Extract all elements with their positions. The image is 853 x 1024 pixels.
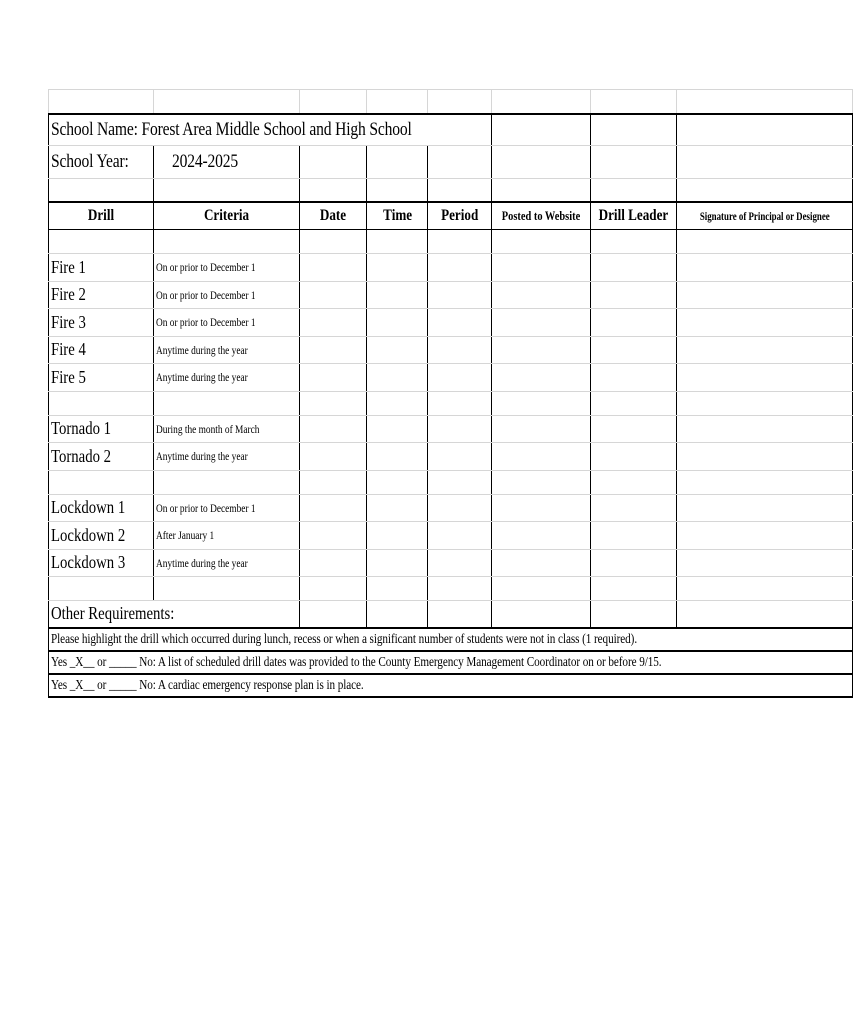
cell-empty <box>676 230 853 254</box>
signature-cell[interactable] <box>676 254 853 282</box>
drill-name-cell: Lockdown 3 <box>49 549 154 577</box>
leader-cell[interactable] <box>590 254 676 282</box>
table-row <box>49 522 853 550</box>
cell-empty <box>300 146 367 179</box>
cell-empty <box>366 146 427 179</box>
cell-empty <box>300 577 367 601</box>
leader-cell[interactable] <box>590 309 676 337</box>
cell-empty <box>676 146 853 179</box>
criteria-cell: Anytime during the year <box>154 364 300 392</box>
signature-cell[interactable] <box>676 522 853 550</box>
cell-empty <box>300 601 367 628</box>
cell-empty <box>428 391 492 415</box>
posted-cell[interactable] <box>491 364 590 392</box>
cell-empty <box>49 577 154 601</box>
header-date: Date <box>300 202 367 230</box>
date-cell[interactable] <box>300 254 367 282</box>
criteria-cell: On or prior to December 1 <box>154 494 300 522</box>
cell-empty <box>428 146 492 179</box>
other-requirements-cell <box>49 601 300 628</box>
time-cell[interactable] <box>366 415 427 443</box>
cell-empty <box>300 90 367 114</box>
posted-cell[interactable] <box>491 494 590 522</box>
date-cell[interactable] <box>300 336 367 364</box>
cell-empty <box>590 179 676 202</box>
posted-cell[interactable] <box>491 522 590 550</box>
cell-empty <box>491 391 590 415</box>
time-cell[interactable] <box>366 522 427 550</box>
cell-empty <box>491 230 590 254</box>
cell-empty <box>491 601 590 628</box>
criteria-cell: Anytime during the year <box>154 549 300 577</box>
cell-empty <box>428 470 492 494</box>
cell-empty <box>428 90 492 114</box>
requirement-row <box>49 651 853 674</box>
cell-empty <box>676 391 853 415</box>
posted-cell[interactable] <box>491 443 590 471</box>
leader-cell[interactable] <box>590 522 676 550</box>
other-requirements-label: Other Requirements: <box>51 603 175 624</box>
leader-cell[interactable] <box>590 336 676 364</box>
cell-empty <box>154 179 300 202</box>
cell-empty <box>366 90 427 114</box>
drill-name-cell: Tornado 1 <box>49 415 154 443</box>
date-cell[interactable] <box>300 549 367 577</box>
period-cell[interactable] <box>428 415 492 443</box>
cell-empty <box>366 391 427 415</box>
signature-cell[interactable] <box>676 549 853 577</box>
signature-cell[interactable] <box>676 364 853 392</box>
criteria-cell: After January 1 <box>154 522 300 550</box>
school-name-cell <box>49 114 492 146</box>
time-cell[interactable] <box>366 281 427 309</box>
drill-name-cell: Fire 4 <box>49 336 154 364</box>
cell-empty <box>428 601 492 628</box>
period-cell[interactable] <box>428 254 492 282</box>
cell-empty <box>49 90 154 114</box>
cell-empty <box>49 470 154 494</box>
date-cell[interactable] <box>300 522 367 550</box>
cell-empty <box>676 114 853 146</box>
requirement-drill-dates-text: Yes _X__ or _____ No: A list of scheduled drill dates was provided to the County Emergency Management Coordinator on or before 9/15. <box>51 655 662 670</box>
signature-cell[interactable] <box>676 309 853 337</box>
school-year-value: 2024-2025 <box>172 151 239 172</box>
cell-empty <box>590 114 676 146</box>
cell-empty <box>300 230 367 254</box>
cell-empty <box>49 391 154 415</box>
cell-empty <box>590 577 676 601</box>
posted-cell[interactable] <box>491 309 590 337</box>
signature-cell[interactable] <box>676 281 853 309</box>
drill-name-cell: Lockdown 1 <box>49 494 154 522</box>
criteria-cell: Anytime during the year <box>154 336 300 364</box>
school-year-label-cell <box>49 146 154 179</box>
header-time: Time <box>366 202 427 230</box>
leader-cell[interactable] <box>590 443 676 471</box>
drill-name-cell: Fire 5 <box>49 364 154 392</box>
date-cell[interactable] <box>300 281 367 309</box>
cell-empty <box>590 391 676 415</box>
cell-empty <box>366 470 427 494</box>
header-signature: Signature of Principal or Designee <box>676 202 853 230</box>
requirement-highlight-text: Please highlight the drill which occurred during lunch, recess or when a significant number of students were not in class (1 required). <box>51 632 638 647</box>
cell-empty <box>590 146 676 179</box>
cell-empty <box>428 577 492 601</box>
requirement-cardiac-plan-text: Yes _X__ or _____ No: A cardiac emergency response plan is in place. <box>51 678 364 693</box>
cell-empty <box>300 470 367 494</box>
table-row <box>49 443 853 471</box>
leader-cell[interactable] <box>590 549 676 577</box>
school-name-line: School Name: Forest Area Middle School and High School <box>51 118 412 140</box>
period-cell[interactable] <box>428 494 492 522</box>
requirement-row <box>49 628 853 651</box>
cell-empty <box>676 601 853 628</box>
table-row <box>49 281 853 309</box>
table-row <box>49 309 853 337</box>
leader-cell[interactable] <box>590 281 676 309</box>
period-cell[interactable] <box>428 281 492 309</box>
cell-empty <box>366 230 427 254</box>
cell-empty <box>676 470 853 494</box>
cell-empty <box>366 601 427 628</box>
cell-empty <box>154 230 300 254</box>
period-cell[interactable] <box>428 549 492 577</box>
signature-cell[interactable] <box>676 415 853 443</box>
date-cell[interactable] <box>300 364 367 392</box>
table-row <box>49 254 853 282</box>
cell-empty <box>491 470 590 494</box>
cell-empty <box>154 470 300 494</box>
time-cell[interactable] <box>366 443 427 471</box>
drill-log-table <box>48 89 853 698</box>
period-cell[interactable] <box>428 309 492 337</box>
table-row <box>49 336 853 364</box>
posted-cell[interactable] <box>491 254 590 282</box>
cell-empty <box>154 90 300 114</box>
time-cell[interactable] <box>366 549 427 577</box>
cell-empty <box>491 114 590 146</box>
signature-cell[interactable] <box>676 443 853 471</box>
period-cell[interactable] <box>428 443 492 471</box>
leader-cell[interactable] <box>590 494 676 522</box>
cell-empty <box>49 179 154 202</box>
posted-cell[interactable] <box>491 549 590 577</box>
requirement-row <box>49 674 853 697</box>
time-cell[interactable] <box>366 494 427 522</box>
cell-empty <box>491 577 590 601</box>
cell-empty <box>154 391 300 415</box>
period-cell[interactable] <box>428 364 492 392</box>
criteria-cell: On or prior to December 1 <box>154 254 300 282</box>
time-cell[interactable] <box>366 309 427 337</box>
drill-name-cell: Lockdown 2 <box>49 522 154 550</box>
time-cell[interactable] <box>366 336 427 364</box>
cell-empty <box>590 601 676 628</box>
criteria-cell: Anytime during the year <box>154 443 300 471</box>
header-leader: Drill Leader <box>590 202 676 230</box>
cell-empty <box>428 230 492 254</box>
cell-empty <box>590 90 676 114</box>
drill-name-cell: Fire 2 <box>49 281 154 309</box>
leader-cell[interactable] <box>590 415 676 443</box>
signature-cell[interactable] <box>676 336 853 364</box>
cell-empty <box>676 179 853 202</box>
cell-empty <box>49 230 154 254</box>
drill-name-cell: Fire 1 <box>49 254 154 282</box>
cell-empty <box>366 577 427 601</box>
period-cell[interactable] <box>428 336 492 364</box>
posted-cell[interactable] <box>491 415 590 443</box>
school-year-value-cell <box>154 146 300 179</box>
date-cell[interactable] <box>300 309 367 337</box>
cell-empty <box>676 90 853 114</box>
signature-cell[interactable] <box>676 494 853 522</box>
header-criteria: Criteria <box>154 202 300 230</box>
cell-empty <box>300 391 367 415</box>
time-cell[interactable] <box>366 254 427 282</box>
school-year-label: School Year: <box>51 151 129 172</box>
posted-cell[interactable] <box>491 336 590 364</box>
date-cell[interactable] <box>300 494 367 522</box>
cell-empty <box>491 146 590 179</box>
cell-empty <box>366 179 427 202</box>
cell-empty <box>590 470 676 494</box>
header-period: Period <box>428 202 492 230</box>
cell-empty <box>154 577 300 601</box>
table-row <box>49 549 853 577</box>
cell-empty <box>676 577 853 601</box>
cell-empty <box>590 230 676 254</box>
header-posted: Posted to Website <box>491 202 590 230</box>
time-cell[interactable] <box>366 364 427 392</box>
table-row <box>49 364 853 392</box>
cell-empty <box>300 179 367 202</box>
period-cell[interactable] <box>428 522 492 550</box>
criteria-cell: During the month of March <box>154 415 300 443</box>
table-row <box>49 494 853 522</box>
date-cell[interactable] <box>300 415 367 443</box>
drill-name-cell: Tornado 2 <box>49 443 154 471</box>
drill-name-cell: Fire 3 <box>49 309 154 337</box>
date-cell[interactable] <box>300 443 367 471</box>
criteria-cell: On or prior to December 1 <box>154 309 300 337</box>
header-drill: Drill <box>49 202 154 230</box>
criteria-cell: On or prior to December 1 <box>154 281 300 309</box>
cell-empty <box>491 90 590 114</box>
leader-cell[interactable] <box>590 364 676 392</box>
table-row <box>49 415 853 443</box>
posted-cell[interactable] <box>491 281 590 309</box>
cell-empty <box>428 179 492 202</box>
cell-empty <box>491 179 590 202</box>
